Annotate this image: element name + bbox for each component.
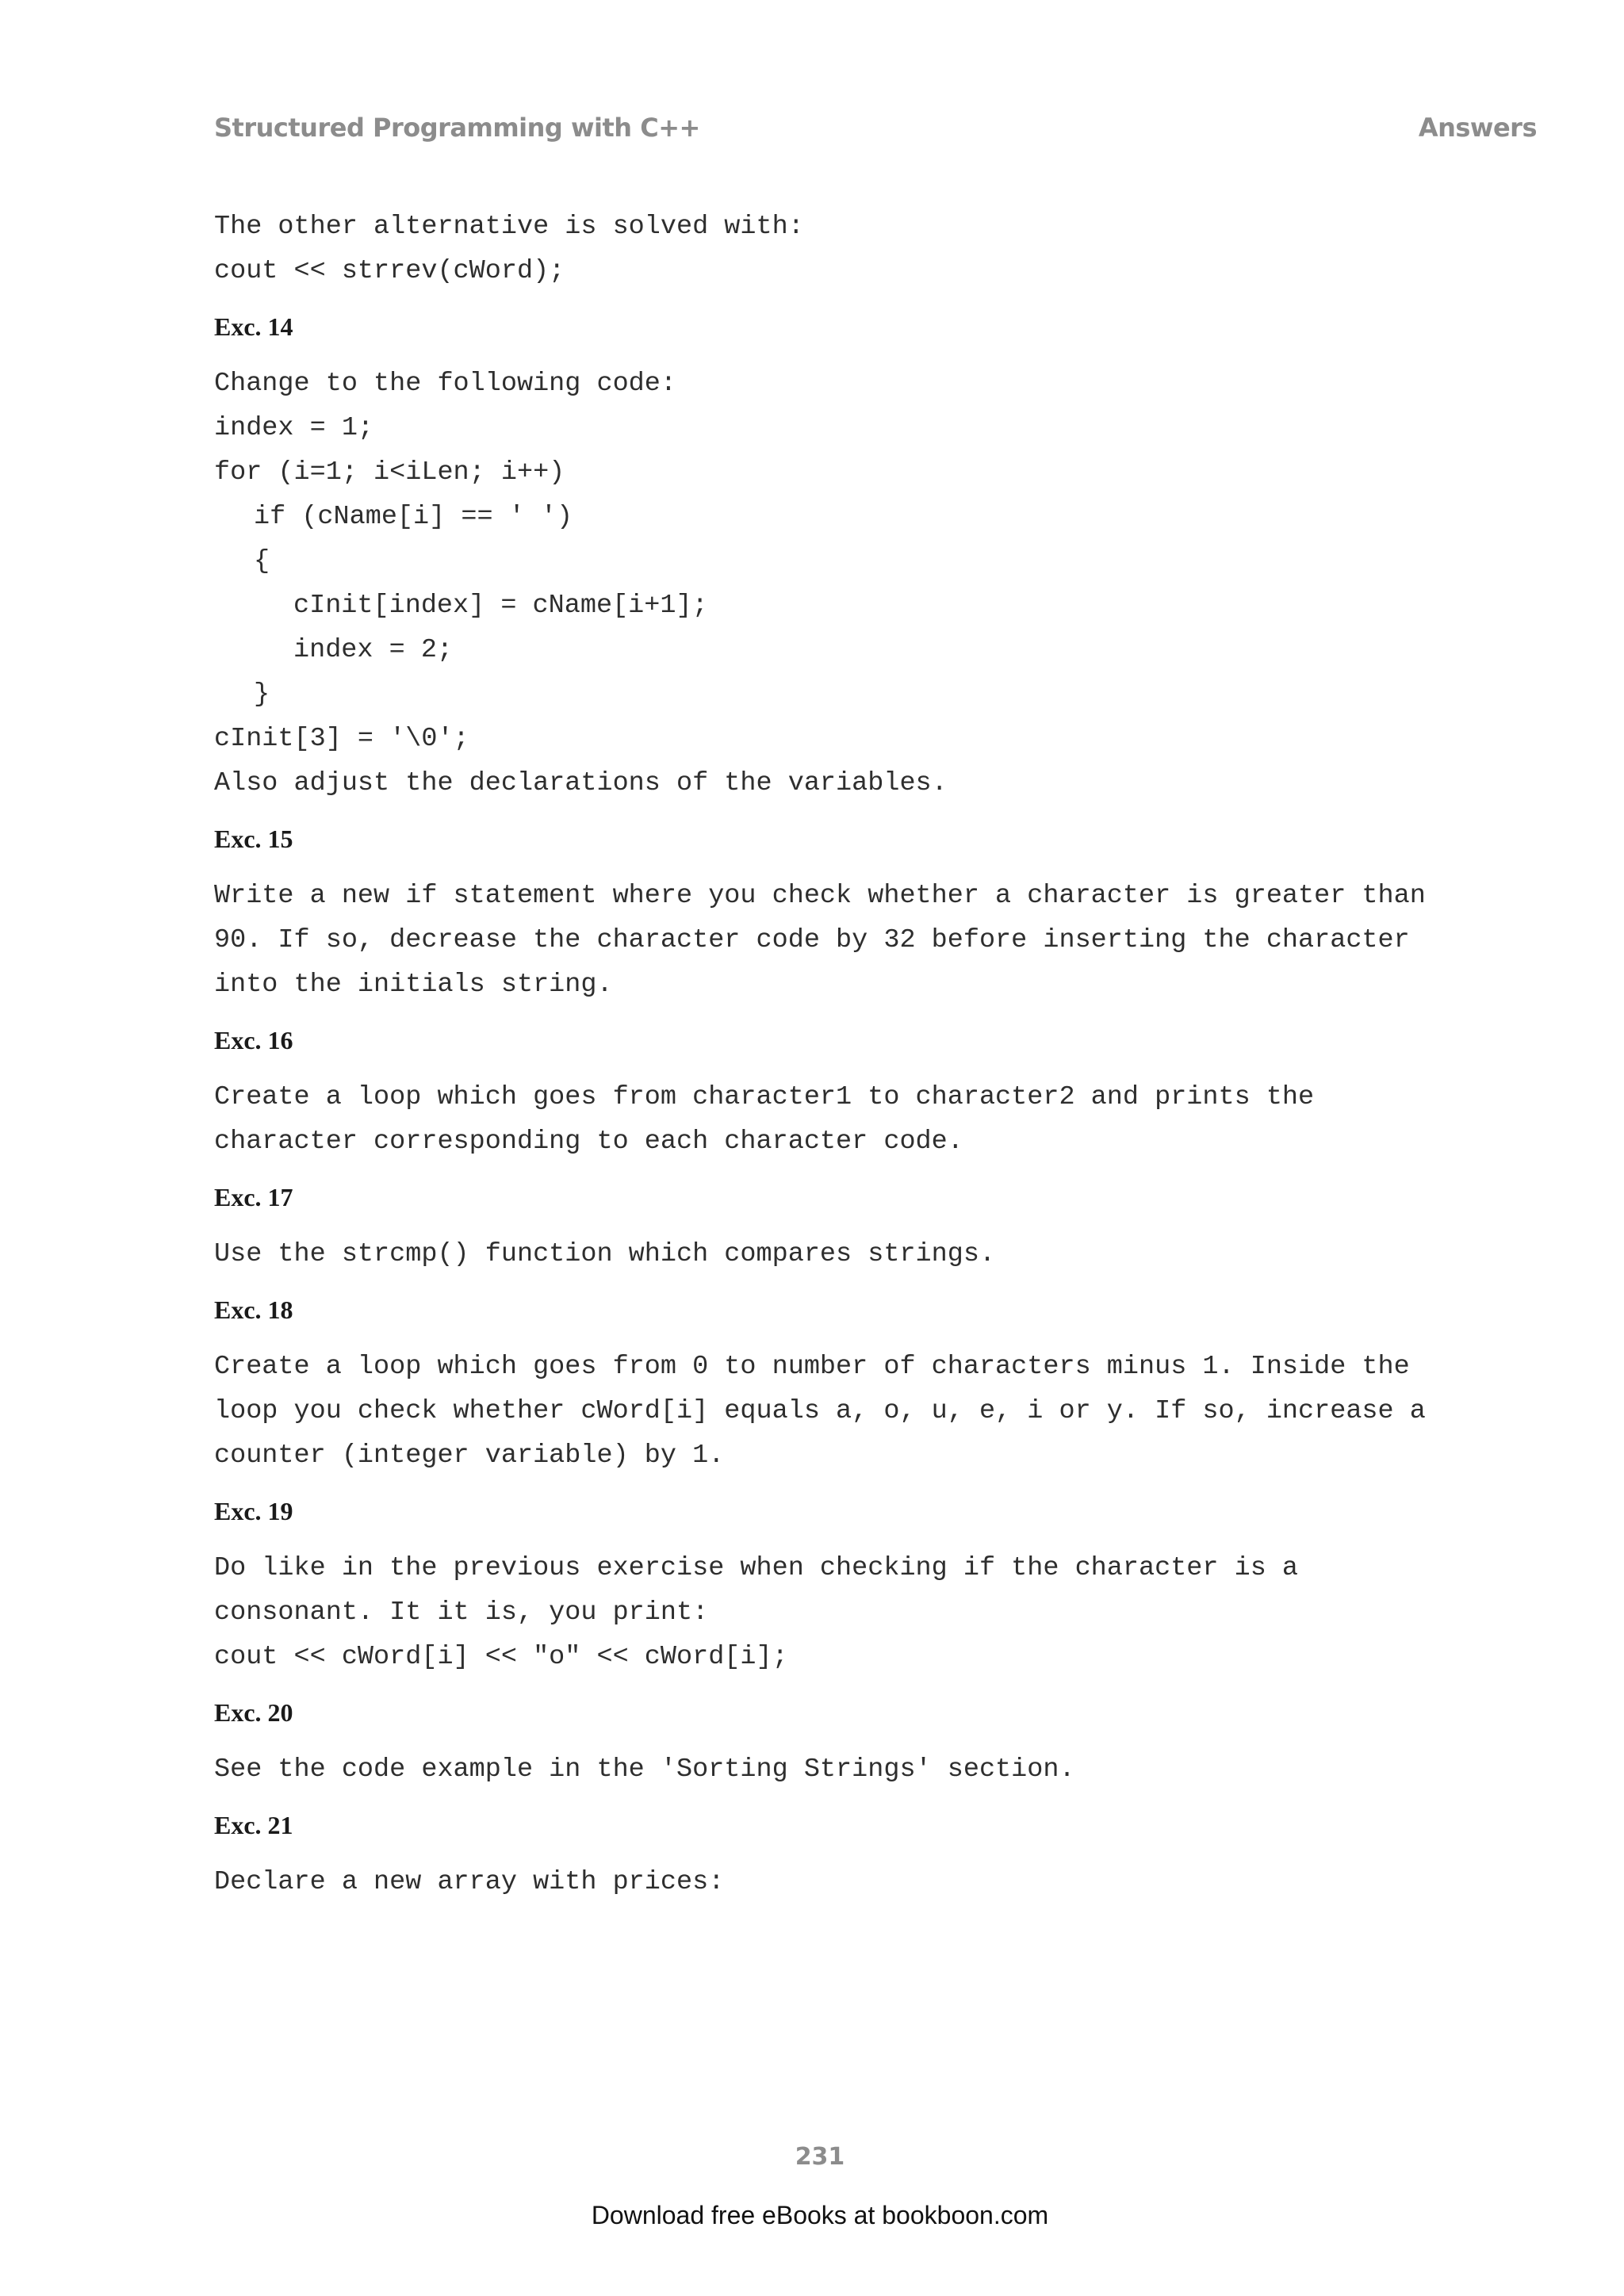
text-line: Create a loop which goes from 0 to number of characters minus 1. Inside the [214, 1352, 1410, 1382]
code-line: for (i=1; i<iLen; i++) [214, 457, 565, 488]
exercise-heading-18: Exc. 18 [214, 1295, 293, 1324]
exercise-heading-21: Exc. 21 [214, 1811, 293, 1839]
text-line: Declare a new array with prices: [214, 1867, 725, 1897]
text-line: loop you check whether cWord[i] equals a, o, u, e, i or y. If so, increase a [214, 1396, 1426, 1426]
text-line: counter (integer variable) by 1. [214, 1441, 725, 1471]
text-line: Do like in the previous exercise when checking if the character is a [214, 1553, 1299, 1583]
code-line: if (cName[i] == ' ') [254, 502, 573, 532]
code-line: index = 1; [214, 413, 374, 443]
text-line: See the code example in the 'Sorting Strings' section. [214, 1755, 1075, 1785]
code-line: cInit[index] = cName[i+1]; [293, 591, 708, 621]
code-line: } [254, 679, 270, 710]
text-line: character corresponding to each character code. [214, 1127, 963, 1157]
code-line: { [254, 546, 270, 576]
text-line: consonant. It it is, you print: [214, 1598, 709, 1628]
code-line: cout << cWord[i] << "o" << cWord[i]; [214, 1642, 788, 1672]
footer-link-text[interactable]: Download free eBooks at bookboon.com [591, 2201, 1049, 2229]
text-line: Create a loop which goes from character1 to character2 and prints the [214, 1082, 1315, 1112]
code-line: cInit[3] = '\0'; [214, 724, 469, 754]
exercise-heading-19: Exc. 19 [214, 1497, 293, 1525]
exercise-heading-15: Exc. 15 [214, 825, 293, 853]
text-line: Use the strcmp() function which compares strings. [214, 1239, 996, 1269]
running-header-title: Structured Programming with C++ [214, 113, 700, 143]
running-header-section: Answers [1418, 113, 1537, 143]
text-line: Change to the following code: [214, 369, 676, 399]
exercise-heading-16: Exc. 16 [214, 1026, 293, 1054]
code-line: index = 2; [293, 635, 454, 665]
text-line: Write a new if statement where you check whether a character is greater than [214, 881, 1426, 911]
page-number: 231 [795, 2143, 845, 2171]
exercise-heading-17: Exc. 17 [214, 1183, 293, 1211]
exercise-heading-14: Exc. 14 [214, 312, 293, 341]
text-line: into the initials string. [214, 970, 613, 1000]
exercise-heading-20: Exc. 20 [214, 1698, 293, 1727]
text-line: The other alternative is solved with: [214, 212, 804, 242]
text-line: 90. If so, decrease the character code by 32 before inserting the character [214, 925, 1410, 955]
page-content [214, 205, 1562, 1904]
text-line: Also adjust the declarations of the variables. [214, 768, 948, 798]
code-line: cout << strrev(cWord); [214, 256, 565, 286]
